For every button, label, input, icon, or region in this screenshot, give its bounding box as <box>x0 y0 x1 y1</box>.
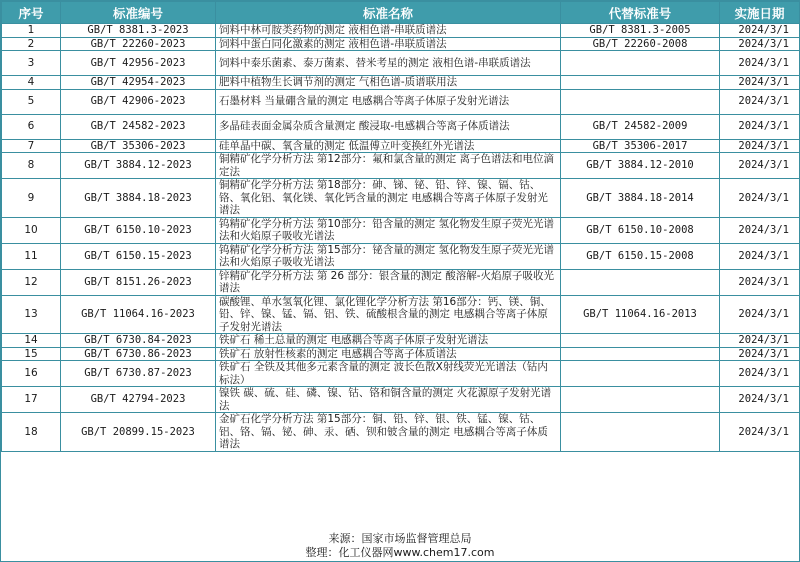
effective-date: 2024/3/1 <box>720 387 800 413</box>
standard-code: GB/T 6150.15-2023 <box>61 243 216 269</box>
standard-code: GB/T 20899.15-2023 <box>61 413 216 452</box>
standard-code: GB/T 8381.3-2023 <box>61 24 216 38</box>
standard-name: 饲料中林可胺类药物的测定 液相色谱-串联质谱法 <box>216 24 561 38</box>
replaced-standard <box>561 387 720 413</box>
standard-code: GB/T 11064.16-2023 <box>61 295 216 334</box>
standard-name: 硅单晶中碳、氧含量的测定 低温傅立叶变换红外光谱法 <box>216 139 561 153</box>
replaced-standard: GB/T 6150.15-2008 <box>561 243 720 269</box>
row-number: 10 <box>2 217 61 243</box>
row-number: 8 <box>2 153 61 179</box>
standard-code: GB/T 42794-2023 <box>61 387 216 413</box>
row-number: 13 <box>2 295 61 334</box>
effective-date: 2024/3/1 <box>720 37 800 51</box>
row-number: 12 <box>2 269 61 295</box>
row-number: 18 <box>2 413 61 452</box>
replaced-standard <box>561 76 720 90</box>
standard-name: 铜精矿化学分析方法 第12部分：氟和氯含量的测定 离子色谱法和电位滴定法 <box>216 153 561 179</box>
header-date: 实施日期 <box>720 2 800 24</box>
table-row <box>2 139 800 153</box>
standard-code: GB/T 42954-2023 <box>61 76 216 90</box>
effective-date: 2024/3/1 <box>720 243 800 269</box>
standard-code: GB/T 42906-2023 <box>61 89 216 114</box>
row-number: 6 <box>2 114 61 139</box>
standard-name: 饲料中蛋白同化激素的测定 液相色谱-串联质谱法 <box>216 37 561 51</box>
table-row <box>2 179 800 218</box>
standard-code: GB/T 42956-2023 <box>61 51 216 76</box>
replaced-standard: GB/T 6150.10-2008 <box>561 217 720 243</box>
replaced-standard <box>561 413 720 452</box>
header-code: 标准编号 <box>61 2 216 24</box>
header-no: 序号 <box>2 2 61 24</box>
standard-code: GB/T 8151.26-2023 <box>61 269 216 295</box>
effective-date: 2024/3/1 <box>720 24 800 38</box>
table-row <box>2 76 800 90</box>
standard-name: 镍铁 碳、硫、硅、磷、镍、钴、铬和铜含量的测定 火花源原子发射光谱法 <box>216 387 561 413</box>
source-note: 来源：国家市场监督管理总局 <box>328 532 472 545</box>
table-row <box>2 295 800 334</box>
table-row <box>2 114 800 139</box>
standard-name: 肥料中植物生长调节剂的测定 气相色谱-质谱联用法 <box>216 76 561 90</box>
standard-code: GB/T 3884.12-2023 <box>61 153 216 179</box>
replaced-standard: GB/T 35306-2017 <box>561 139 720 153</box>
row-number: 11 <box>2 243 61 269</box>
effective-date: 2024/3/1 <box>720 295 800 334</box>
standard-code: GB/T 24582-2023 <box>61 114 216 139</box>
replaced-standard: GB/T 8381.3-2005 <box>561 24 720 38</box>
standard-name: 铁矿石 稀土总量的测定 电感耦合等离子体原子发射光谱法 <box>216 334 561 348</box>
effective-date: 2024/3/1 <box>720 361 800 387</box>
standard-code: GB/T 6730.86-2023 <box>61 347 216 361</box>
row-number: 15 <box>2 347 61 361</box>
table-row <box>2 269 800 295</box>
effective-date: 2024/3/1 <box>720 89 800 114</box>
standard-name: 饲料中泰乐菌素、泰万菌素、替米考星的测定 液相色谱-串联质谱法 <box>216 51 561 76</box>
effective-date: 2024/3/1 <box>720 76 800 90</box>
replaced-standard <box>561 334 720 348</box>
standard-code: GB/T 6730.87-2023 <box>61 361 216 387</box>
standard-name: 钨精矿化学分析方法 第10部分：铅含量的测定 氢化物发生原子荧光光谱法和火焰原子吸收光谱法 <box>216 217 561 243</box>
effective-date: 2024/3/1 <box>720 114 800 139</box>
standard-name: 铁矿石 全铁及其他多元素含量的测定 波长色散X射线荧光光谱法（钴内标法） <box>216 361 561 387</box>
standard-name: 铁矿石 放射性核素的测定 电感耦合等离子体质谱法 <box>216 347 561 361</box>
row-number: 14 <box>2 334 61 348</box>
replaced-standard: GB/T 24582-2009 <box>561 114 720 139</box>
standard-name: 锌精矿化学分析方法 第 26 部分：银含量的测定 酸溶解-火焰原子吸收光谱法 <box>216 269 561 295</box>
standard-code: GB/T 6150.10-2023 <box>61 217 216 243</box>
row-number: 16 <box>2 361 61 387</box>
replaced-standard: GB/T 3884.12-2010 <box>561 153 720 179</box>
table-row <box>2 334 800 348</box>
standard-name: 金矿石化学分析方法 第15部分：铜、铅、锌、银、铁、锰、镍、钴、铝、铬、镉、铋、砷、汞、硒、钡和铍含量的测定 电感耦合等离子体质谱法 <box>216 413 561 452</box>
replaced-standard <box>561 89 720 114</box>
header-name: 标准名称 <box>216 2 561 24</box>
replaced-standard <box>561 51 720 76</box>
effective-date: 2024/3/1 <box>720 334 800 348</box>
effective-date: 2024/3/1 <box>720 217 800 243</box>
table-row <box>2 347 800 361</box>
standard-code: GB/T 6730.84-2023 <box>61 334 216 348</box>
effective-date: 2024/3/1 <box>720 179 800 218</box>
table-row <box>2 243 800 269</box>
table-row <box>2 51 800 76</box>
standard-name: 碳酸锂、单水氢氧化锂、氯化锂化学分析方法 第16部分：钙、镁、铜、铅、锌、镍、锰、镉、铝、铁、硫酸根含量的测定 电感耦合等离子体原子发射光谱法 <box>216 295 561 334</box>
standard-name: 石墨材料 当量硼含量的测定 电感耦合等离子体原子发射光谱法 <box>216 89 561 114</box>
standard-code: GB/T 22260-2023 <box>61 37 216 51</box>
standard-name: 多晶硅表面金属杂质含量测定 酸浸取-电感耦合等离子体质谱法 <box>216 114 561 139</box>
table-body <box>2 24 800 452</box>
row-number: 4 <box>2 76 61 90</box>
table-row <box>2 217 800 243</box>
replaced-standard: GB/T 22260-2008 <box>561 37 720 51</box>
table-row <box>2 413 800 452</box>
compiler-note: 整理：化工仪器网www.chem17.com <box>305 546 495 559</box>
table-row <box>2 24 800 38</box>
replaced-standard <box>561 269 720 295</box>
standards-table <box>1 1 800 452</box>
standard-code: GB/T 3884.18-2023 <box>61 179 216 218</box>
standard-name: 铜精矿化学分析方法 第18部分：砷、锑、铋、铅、锌、镍、镉、钴、铬、氧化铝、氧化镁、氧化钙含量的测定 电感耦合等离子体原子发射光谱法 <box>216 179 561 218</box>
effective-date: 2024/3/1 <box>720 269 800 295</box>
row-number: 3 <box>2 51 61 76</box>
row-number: 17 <box>2 387 61 413</box>
header-replaces: 代替标准号 <box>561 2 720 24</box>
effective-date: 2024/3/1 <box>720 51 800 76</box>
standard-name: 钨精矿化学分析方法 第15部分：铋含量的测定 氢化物发生原子荧光光谱法和火焰原子吸收光谱法 <box>216 243 561 269</box>
replaced-standard <box>561 361 720 387</box>
table-row <box>2 153 800 179</box>
table-row <box>2 37 800 51</box>
row-number: 1 <box>2 24 61 38</box>
standard-code: GB/T 35306-2023 <box>61 139 216 153</box>
effective-date: 2024/3/1 <box>720 413 800 452</box>
row-number: 7 <box>2 139 61 153</box>
replaced-standard: GB/T 11064.16-2013 <box>561 295 720 334</box>
effective-date: 2024/3/1 <box>720 347 800 361</box>
table-row <box>2 361 800 387</box>
table-row <box>2 89 800 114</box>
header-row <box>2 2 800 24</box>
row-number: 5 <box>2 89 61 114</box>
row-number: 2 <box>2 37 61 51</box>
effective-date: 2024/3/1 <box>720 153 800 179</box>
replaced-standard <box>561 347 720 361</box>
effective-date: 2024/3/1 <box>720 139 800 153</box>
row-number: 9 <box>2 179 61 218</box>
replaced-standard: GB/T 3884.18-2014 <box>561 179 720 218</box>
table-row <box>2 387 800 413</box>
